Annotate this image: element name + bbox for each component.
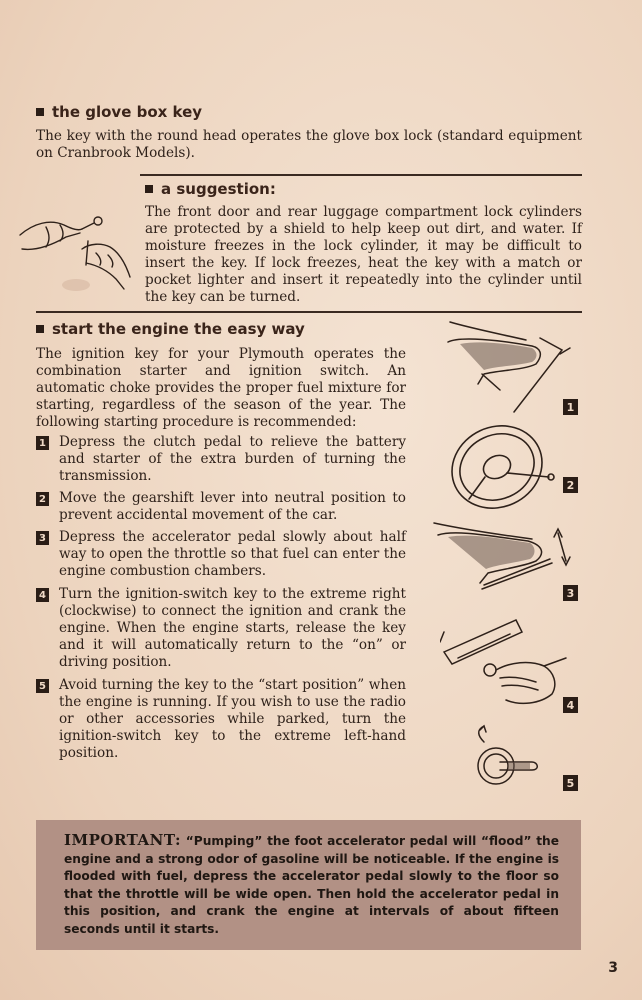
suggestion-heading: [145, 180, 276, 198]
step-5: [36, 677, 406, 762]
step-text: Move the gearshift lever into neutral position to prevent accidental movement of the car.: [59, 490, 406, 523]
clutch-pedal-illustration: [440, 318, 580, 413]
important-text: “Pumping” the foot accelerator pedal will “flood” the engine and a strong odor of gasoline will be noticeable. If the engine is flooded with fuel, depress the accelerator pedal slowly to the floor so that the throttle will be wide open. Then hold the accelerator pedal in this position, and crank the engine at intervals of about fifteen seconds until it starts.: [64, 834, 560, 936]
step-text: Depress the clutch pedal to relieve the battery and starter of the extra burden of turning the transmission.: [59, 434, 406, 484]
important-lead: IMPORTANT:: [64, 831, 182, 849]
start-engine-heading: [36, 320, 305, 338]
step-4: [36, 586, 406, 671]
step-text: Turn the ignition-switch key to the extreme right (clockwise) to connect the ignition and crank the engine. When the engine starts, release the key and it will automatically return to the “on” or driving position.: [59, 586, 406, 670]
start-engine-heading-text: start the engine the easy way: [52, 320, 305, 338]
start-engine-intro: The ignition key for your Plymouth operates the combination starter and ignition switch. An automatic choke provides the proper fuel mixture for starting, regardless of the season of the year. The following starting procedure is recommended:: [36, 346, 406, 430]
divider-rule: [140, 174, 582, 176]
glove-box-heading-text: the glove box key: [52, 103, 203, 121]
figure-label-2: 2: [563, 477, 578, 493]
figure-label-5: 5: [563, 775, 578, 791]
hands-key-illustration: [16, 205, 134, 295]
figure-label-3: 3: [563, 585, 578, 601]
suggestion-heading-text: a suggestion:: [161, 180, 276, 198]
glove-box-heading: [36, 103, 202, 121]
bullet-square-icon: [36, 325, 44, 333]
divider-rule: [36, 311, 582, 313]
gearshift-steering-illustration: [445, 415, 575, 515]
step-number: 1: [36, 436, 49, 450]
step-number: 3: [36, 531, 49, 545]
bullet-square-icon: [36, 108, 44, 116]
suggestion-text: The front door and rear luggage compartment lock cylinders are protected by a shield to help keep out dirt, and water. If moisture freezes in the lock cylinder, it may be difficult to insert the key. If lock freezes, heat the key with a match or pocket lighter and insert it repeatedly into the cylinder until the key can be turned.: [145, 204, 582, 305]
step-number: 5: [36, 679, 49, 693]
step-text: Avoid turning the key to the “start position” when the engine is running. If you wish to use the radio or other accessories while parked, turn the ignition-switch key to the extreme left-hand position.: [59, 677, 406, 761]
ignition-switch-illustration: [470, 722, 550, 797]
glove-box-text: The key with the round head operates the glove box lock (standard equipment on Cranbrook Models).: [36, 128, 582, 161]
important-notice-box: [36, 820, 581, 950]
figure-label-1: 1: [563, 399, 578, 415]
bullet-square-icon: [145, 185, 153, 193]
step-number: 4: [36, 588, 49, 602]
step-text: Depress the accelerator pedal slowly about half way to open the throttle so that fuel can enter the engine combustion chambers.: [59, 529, 406, 579]
step-3: [36, 529, 406, 580]
step-1: [36, 434, 406, 485]
step-2: [36, 490, 406, 524]
page-number: 3: [608, 960, 618, 976]
step-number: 2: [36, 492, 49, 506]
accelerator-pedal-illustration: [432, 515, 577, 605]
figure-label-4: 4: [563, 697, 578, 713]
ignition-key-hand-illustration: [440, 612, 578, 708]
